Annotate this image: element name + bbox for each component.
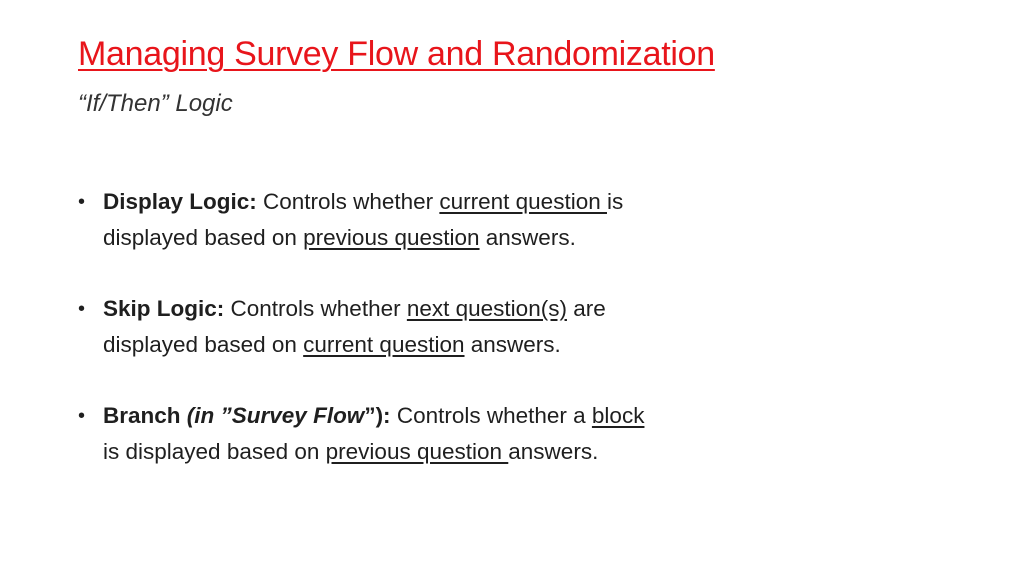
bullet-text: is — [606, 189, 624, 214]
bullet-text: displayed based on — [103, 332, 304, 357]
bullet-text: Controls whether — [256, 189, 440, 214]
bullet-term-end: ): — [375, 403, 391, 428]
bullet-term: Display Logic: — [103, 189, 257, 214]
bullet-underlined-text: current question — [303, 332, 465, 357]
bullet-underlined-text: previous question — [303, 225, 480, 250]
bullet-underlined-text: block — [591, 403, 645, 428]
bullet-underlined-text: next question(s) — [406, 296, 567, 321]
bullet-underlined-text: previous question — [325, 439, 509, 464]
bullet-text: answers. — [464, 332, 561, 357]
slide-title: Managing Survey Flow and Randomization — [78, 35, 715, 73]
bullet-text: are — [566, 296, 606, 321]
bullet-icon: • — [78, 298, 86, 320]
bullet-underlined-text: current question — [439, 189, 607, 214]
bullet-display-logic — [78, 184, 778, 256]
bullet-text: Controls whether a — [390, 403, 592, 428]
bullet-term: Skip Logic: — [103, 296, 225, 321]
slide-subtitle: “If/Then” Logic — [78, 90, 233, 117]
bullet-skip-logic — [78, 291, 778, 363]
bullet-text: answers. — [479, 225, 576, 250]
bullet-list — [78, 184, 778, 505]
bullet-text: answers. — [508, 439, 599, 464]
bullet-text: Controls whether — [224, 296, 407, 321]
bullet-icon: • — [78, 405, 86, 427]
bullet-icon: • — [78, 191, 86, 213]
bullet-term-paren: (in ”Survey Flow — [180, 403, 365, 428]
bullet-term-paren-close: ” — [364, 403, 376, 428]
bullet-text: displayed based on — [103, 225, 304, 250]
bullet-term: Branch — [103, 403, 181, 428]
bullet-text: is displayed based on — [103, 439, 326, 464]
bullet-branch — [78, 398, 778, 470]
